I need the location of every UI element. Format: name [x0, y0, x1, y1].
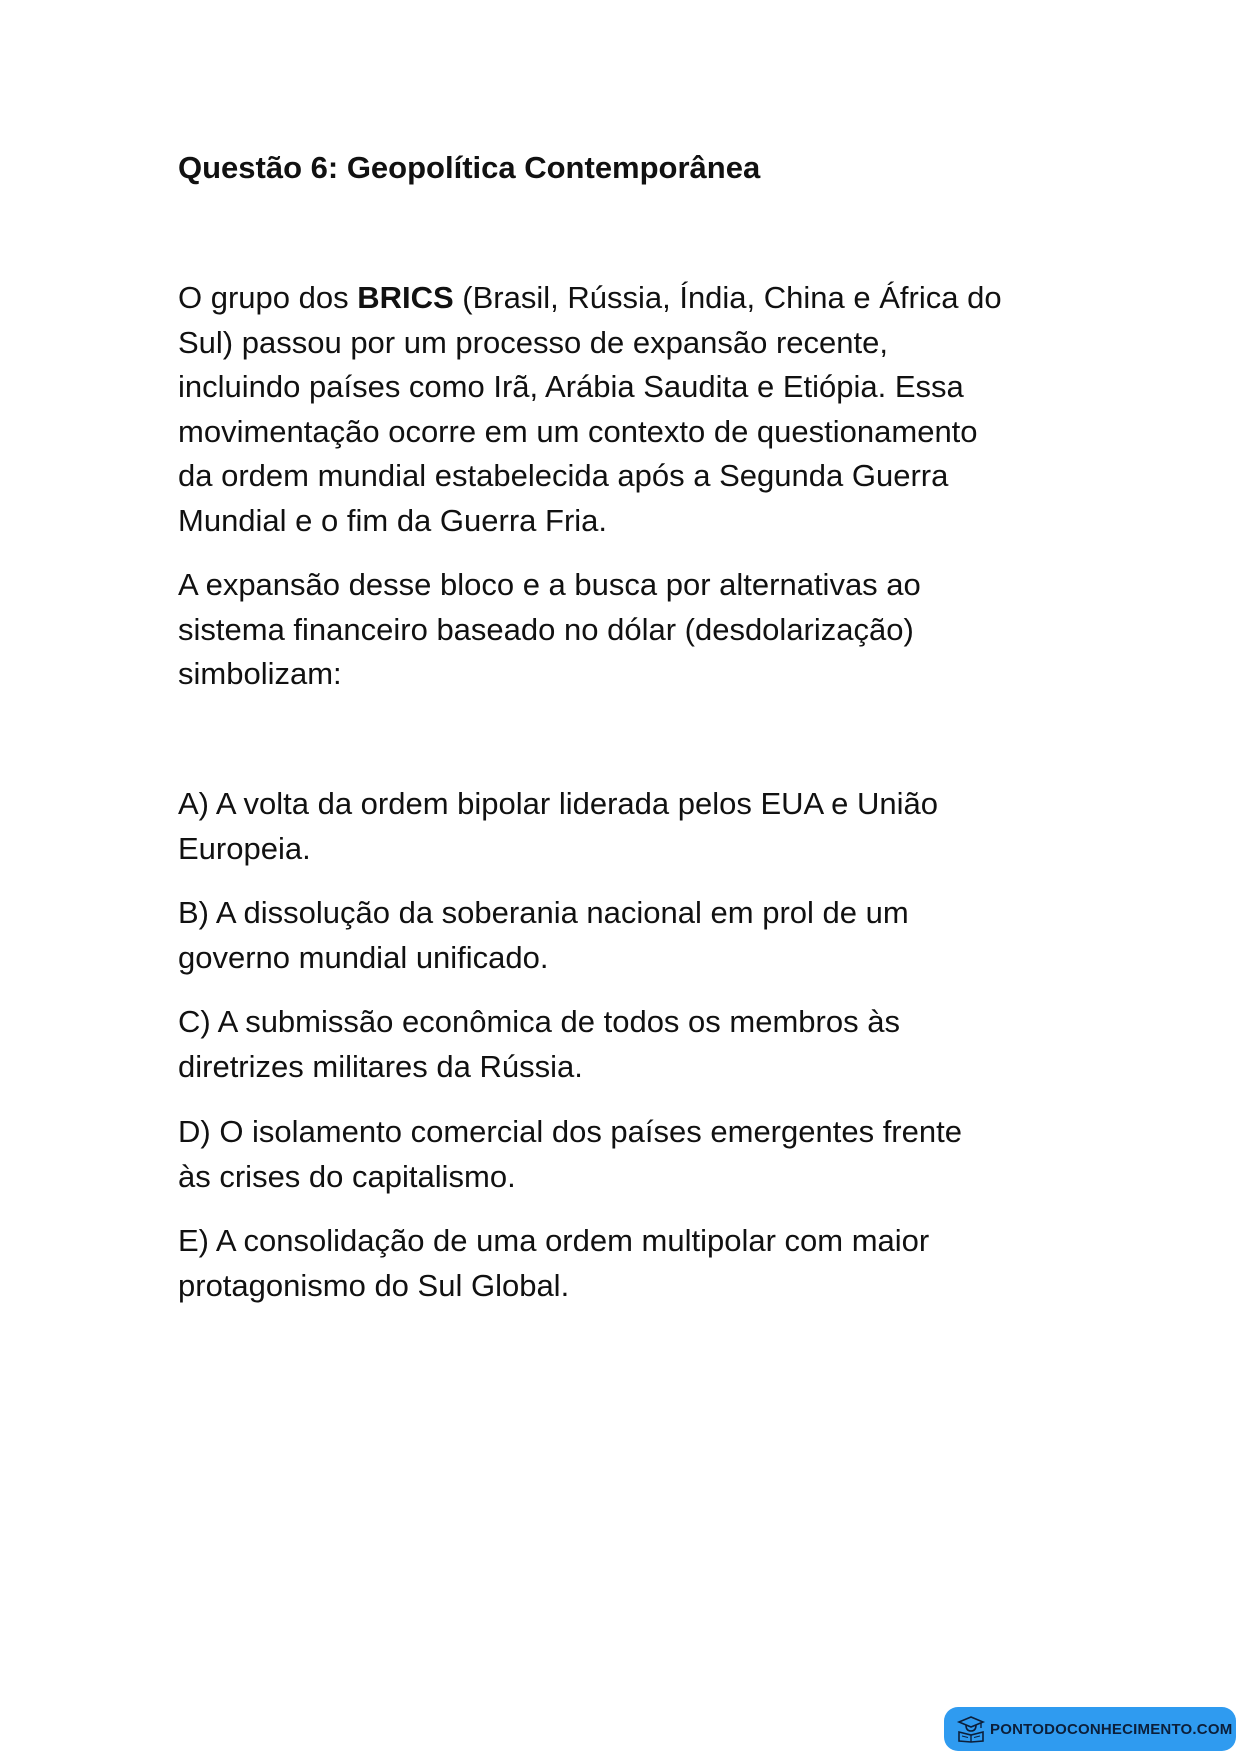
option-b: [178, 891, 1078, 980]
option-line: protagonismo do Sul Global.: [178, 1267, 570, 1303]
context-paragraph: [178, 276, 1078, 543]
option-line: E) A consolidação de uma ordem multipolar com maior: [178, 1223, 930, 1258]
option-line: A) A volta da ordem bipolar liderada pelos EUA e União: [178, 786, 938, 821]
option-line: D) O isolamento comercial dos países emergentes frente: [178, 1114, 962, 1149]
context-line: movimentação ocorre em um contexto de questionamento: [178, 413, 978, 449]
option-line: B) A dissolução da soberania nacional em prol de um: [178, 895, 909, 930]
prompt-line: A expansão desse bloco e a busca por alternativas ao: [178, 567, 921, 602]
option-e: [178, 1219, 1078, 1308]
context-line: Sul) passou por um processo de expansão recente,: [178, 324, 888, 360]
context-line: Mundial e o fim da Guerra Fria.: [178, 502, 608, 538]
watermark-text: PONTODOCONHECIMENTO.COM: [990, 1720, 1233, 1738]
option-line: Europeia.: [178, 830, 311, 866]
context-intro-text: O grupo dos: [178, 280, 358, 315]
option-line: C) A submissão econômica de todos os membros às: [178, 1004, 900, 1039]
question-title: Questão 6: Geopolítica Contemporânea: [178, 150, 761, 185]
prompt-line: sistema financeiro baseado no dólar (desdolarização): [178, 611, 914, 647]
question-prompt: [178, 563, 1078, 697]
option-c: [178, 1000, 1078, 1089]
watermark-badge: [944, 1707, 1236, 1751]
context-line-1-rest: (Brasil, Rússia, Índia, China e África do: [453, 280, 1002, 315]
option-line: às crises do capitalismo.: [178, 1158, 516, 1194]
prompt-line: simbolizam:: [178, 656, 342, 691]
option-line: diretrizes militares da Rússia.: [178, 1048, 583, 1084]
brics-term: BRICS: [357, 280, 454, 315]
graduate-reading-book-icon: [956, 1715, 986, 1743]
option-line: governo mundial unificado.: [178, 939, 549, 975]
context-line: incluindo países como Irã, Arábia Saudita e Etiópia. Essa: [178, 369, 964, 404]
option-d: [178, 1110, 1078, 1199]
option-a: [178, 782, 1078, 871]
context-line: da ordem mundial estabelecida após a Segunda Guerra: [178, 458, 949, 493]
